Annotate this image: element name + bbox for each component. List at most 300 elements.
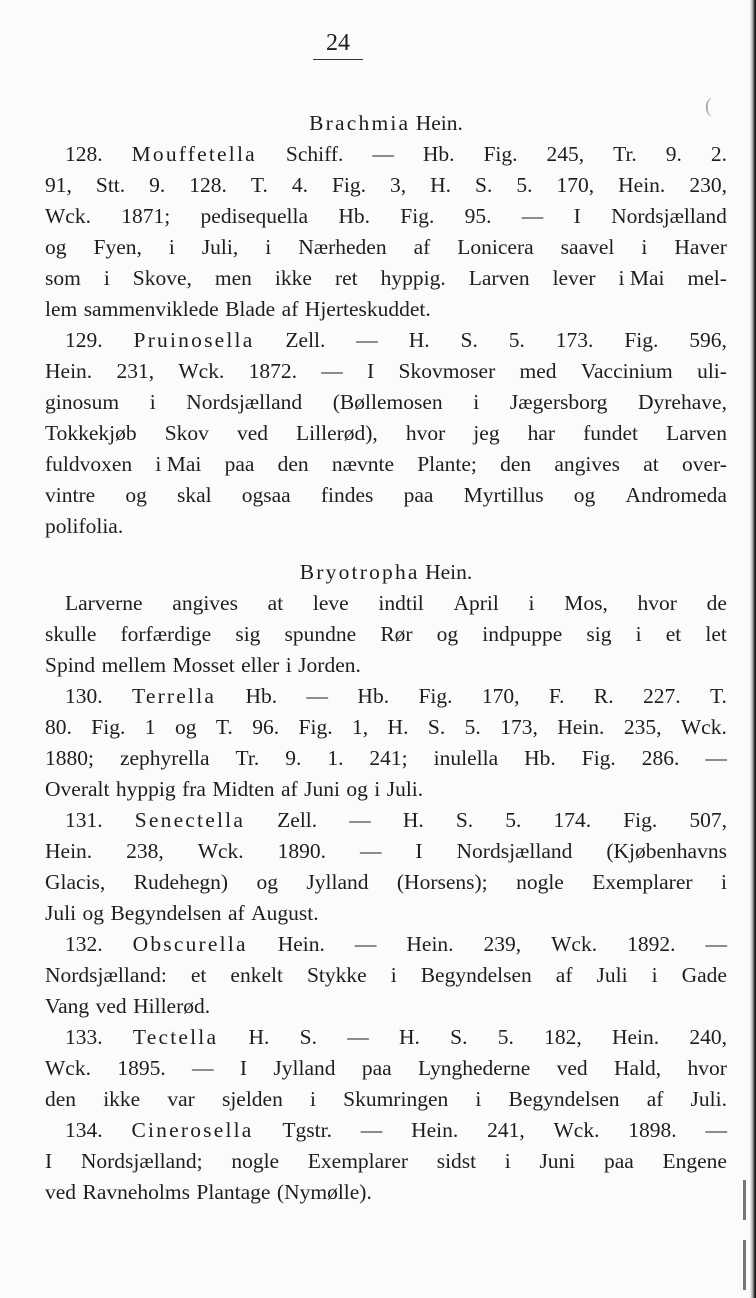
word: hvor	[405, 421, 446, 445]
text-line	[45, 294, 727, 325]
word: vintre	[45, 483, 96, 507]
word: som	[45, 266, 81, 290]
word: af	[555, 963, 573, 987]
word: 129.	[65, 328, 103, 352]
word: 170,	[556, 173, 595, 197]
word: Jylland	[306, 870, 369, 894]
text-line	[45, 1022, 727, 1053]
word: eller	[241, 653, 280, 677]
word: Larven	[666, 421, 727, 445]
word: 1,	[352, 715, 369, 739]
word: let	[705, 622, 727, 646]
word: spundne	[284, 622, 357, 646]
word: ved	[236, 421, 268, 445]
word: Hillerød.	[133, 994, 211, 1018]
word: og	[174, 715, 197, 739]
word: ogsaa	[241, 483, 291, 507]
word: 170,	[481, 684, 520, 708]
word: 3,	[390, 173, 407, 197]
word: den	[277, 452, 309, 476]
word: Wck.	[45, 204, 91, 228]
word: og	[125, 483, 147, 507]
word: 230,	[689, 173, 727, 197]
word: 9.	[285, 746, 302, 770]
text-line	[45, 929, 727, 960]
word: —	[705, 932, 727, 956]
word: ved	[556, 1056, 588, 1080]
word: Hein.	[557, 715, 605, 739]
word: i Mai	[618, 266, 665, 290]
word: sig	[586, 622, 612, 646]
text-line	[45, 1146, 727, 1177]
text-line	[45, 743, 727, 774]
word: i	[528, 591, 535, 615]
word: Brachmia	[309, 111, 411, 135]
word: 239,	[483, 932, 522, 956]
word: 173,	[500, 715, 538, 739]
word: de	[706, 591, 727, 615]
word: 245,	[546, 142, 585, 166]
word: Skumringen	[343, 1087, 449, 1111]
word: Wck.	[553, 1118, 600, 1142]
margin-mark: (	[705, 95, 712, 117]
word: Juli,	[201, 235, 239, 259]
word: Hein.	[277, 932, 325, 956]
word: skal	[176, 483, 212, 507]
word: F.	[548, 684, 565, 708]
text-line	[45, 898, 727, 929]
word: Wck.	[680, 715, 727, 739]
word: 128.	[65, 142, 103, 166]
word: 1892.	[627, 932, 676, 956]
word: ikke	[103, 1087, 141, 1111]
word: at	[267, 591, 284, 615]
text-line	[45, 1115, 727, 1146]
word: paa	[403, 483, 434, 507]
text-line	[45, 542, 727, 557]
word: Cinerosella	[131, 1118, 254, 1142]
word: Juni	[304, 777, 340, 801]
word: hvor	[687, 1056, 727, 1080]
word: S.	[450, 1025, 468, 1049]
word: Jægersborg	[509, 390, 608, 414]
word: inulella	[433, 746, 499, 770]
word: H.	[408, 328, 430, 352]
word: 1.	[327, 746, 344, 770]
word: —	[705, 746, 727, 770]
page-edge	[750, 0, 756, 1298]
word: Vang	[45, 994, 90, 1018]
word: i	[635, 622, 642, 646]
word: T.	[215, 715, 233, 739]
word: 1898.	[628, 1118, 677, 1142]
word: paa	[224, 452, 255, 476]
word: 182,	[544, 1025, 582, 1049]
word: Hb.	[357, 684, 390, 708]
word: i	[310, 1087, 316, 1111]
word: Blade	[225, 297, 276, 321]
word: var	[167, 1087, 195, 1111]
word: fuldvoxen	[45, 452, 133, 476]
word: Exemplarer	[592, 870, 693, 894]
word: ginosum	[45, 390, 120, 414]
word: Obscurella	[132, 932, 248, 956]
word: I	[239, 1056, 248, 1080]
word: nogle	[231, 1149, 280, 1173]
text-line	[45, 867, 727, 898]
word: 1872.	[248, 359, 297, 383]
word: Overalt	[45, 777, 110, 801]
word: Midten	[212, 777, 275, 801]
text-line	[45, 1053, 727, 1084]
edge-mark	[743, 1240, 746, 1290]
word: 131.	[65, 808, 103, 832]
word: i	[265, 235, 272, 259]
word: ved	[95, 994, 127, 1018]
word: 173.	[555, 328, 594, 352]
word: den	[500, 452, 532, 476]
word: Myrtillus	[463, 483, 544, 507]
word: 1	[144, 715, 156, 739]
word: paa	[603, 1149, 634, 1173]
word: ikke	[274, 266, 312, 290]
word: 96.	[252, 715, 280, 739]
word: i	[473, 390, 480, 414]
word: H.	[387, 715, 409, 739]
word: 1895.	[117, 1056, 166, 1080]
word: Terrella	[132, 684, 217, 708]
word: Juli.	[386, 777, 424, 801]
word: Skove,	[132, 266, 192, 290]
word: August.	[251, 901, 319, 925]
word: i	[504, 1149, 511, 1173]
word: —	[321, 359, 343, 383]
word: polifolia.	[45, 514, 124, 538]
word: i	[390, 963, 397, 987]
word: med	[519, 359, 557, 383]
word: mellem	[101, 653, 167, 677]
word: Zell.	[285, 328, 326, 352]
word: Nordsjælland:	[45, 963, 167, 987]
word: —	[705, 1118, 727, 1142]
word: Juli	[45, 901, 77, 925]
word: Skov	[164, 421, 209, 445]
word: Fig.	[400, 204, 435, 228]
word: Tr.	[235, 746, 260, 770]
word: Fyen,	[93, 235, 142, 259]
word: Nordsjælland	[611, 204, 727, 228]
word: Rør	[380, 622, 413, 646]
word: Nordsjælland	[456, 839, 573, 863]
word: og	[82, 901, 105, 925]
word: R.	[593, 684, 614, 708]
text-line	[45, 356, 727, 387]
word: Wck.	[197, 839, 244, 863]
word: zephyrella	[119, 746, 210, 770]
word: 1880;	[45, 746, 94, 770]
word: Haver	[674, 235, 727, 259]
word: Hb.	[422, 142, 455, 166]
word: i	[103, 266, 110, 290]
word: men	[214, 266, 252, 290]
word: Engene	[662, 1149, 727, 1173]
text-line	[45, 418, 727, 449]
word: Tr.	[613, 142, 637, 166]
word: H.	[398, 1025, 420, 1049]
word: Bryotropha	[299, 560, 420, 584]
word: S.	[299, 1025, 317, 1049]
word: nævnte	[331, 452, 394, 476]
word: af	[227, 901, 245, 925]
text-line	[45, 960, 727, 991]
word: Fig.	[331, 173, 367, 197]
text-line	[45, 263, 727, 294]
word: jeg	[473, 421, 500, 445]
text-line	[45, 108, 727, 139]
word: af	[281, 297, 299, 321]
word: Hb.	[245, 684, 278, 708]
word: Wck.	[551, 932, 598, 956]
word: April	[453, 591, 499, 615]
word: den	[45, 1087, 77, 1111]
word: 5.	[505, 808, 522, 832]
edge-mark	[743, 1180, 746, 1220]
word: og	[573, 483, 596, 507]
word: i	[475, 1087, 482, 1111]
word: i	[285, 653, 292, 677]
text-line	[45, 1084, 727, 1115]
word: Jorden.	[298, 653, 361, 677]
word: Hb.	[524, 746, 556, 770]
word: i	[374, 777, 381, 801]
word: Hein.	[411, 1118, 459, 1142]
word: Dyrehave,	[638, 390, 727, 414]
word: saavel	[560, 235, 615, 259]
word: Juni	[539, 1149, 576, 1173]
text-line	[45, 325, 727, 356]
word: Fig.	[581, 746, 616, 770]
word: Juli	[596, 963, 628, 987]
word: forfærdige	[120, 622, 212, 646]
text-line	[45, 619, 727, 650]
word: Hjerteskuddet.	[304, 297, 431, 321]
word: 241,	[487, 1118, 525, 1142]
word: Larverne	[65, 591, 143, 615]
word: uli-	[697, 359, 727, 383]
word: 235,	[623, 715, 662, 739]
word: af	[413, 235, 431, 259]
word: H.	[430, 173, 452, 197]
text-line	[45, 712, 727, 743]
word: Larven	[468, 266, 530, 290]
word: 91,	[45, 173, 72, 197]
text-line	[45, 774, 727, 805]
word: leve	[312, 591, 349, 615]
text-line	[45, 201, 727, 232]
word: nogle	[516, 870, 564, 894]
word: 134.	[65, 1118, 103, 1142]
text-line	[45, 139, 727, 170]
word: Stykke	[306, 963, 367, 987]
word: I	[415, 839, 423, 863]
word: Zell.	[277, 808, 318, 832]
word: 231,	[116, 359, 155, 383]
text-line	[45, 480, 727, 511]
word: —	[354, 932, 377, 956]
text-line	[45, 836, 727, 867]
word: mel-	[687, 266, 727, 290]
word: Nærheden	[298, 235, 387, 259]
word: S.	[475, 173, 493, 197]
word: H.	[248, 1025, 270, 1049]
word: i	[168, 235, 175, 259]
word: sammenviklede	[83, 297, 219, 321]
word: Spind	[45, 653, 96, 677]
text-line	[45, 991, 727, 1022]
word: at	[643, 452, 659, 476]
word: 286.	[641, 746, 680, 770]
word: Lynghederne	[418, 1056, 531, 1080]
word: 9.	[665, 142, 682, 166]
word: Senectella	[134, 808, 246, 832]
word: et	[665, 622, 682, 646]
word: Hein.	[415, 111, 463, 135]
text-line	[45, 681, 727, 712]
word: i	[651, 963, 658, 987]
word: af	[280, 777, 298, 801]
word: lem	[45, 297, 78, 321]
word: i	[720, 870, 727, 894]
text-line	[45, 449, 727, 480]
word: Exemplarer	[307, 1149, 409, 1173]
word: 128.	[189, 173, 227, 197]
word: Pruinosella	[133, 328, 255, 352]
word: Ravneholms	[82, 1180, 190, 1204]
word: Fig.	[624, 328, 659, 352]
word: Schiff.	[285, 142, 344, 166]
word: 5.	[497, 1025, 514, 1049]
word: og	[436, 622, 459, 646]
word: Hald,	[614, 1056, 662, 1080]
word: Begyndelsen	[110, 901, 222, 925]
word: Plante;	[417, 452, 477, 476]
word: ret	[334, 266, 358, 290]
text-line	[45, 1177, 727, 1208]
word: 130.	[65, 684, 103, 708]
word: —	[372, 142, 394, 166]
word: findes	[320, 483, 374, 507]
word: 95.	[464, 204, 492, 228]
word: —	[347, 1025, 369, 1049]
word: Lillerød),	[296, 421, 378, 445]
word: i Mai	[155, 452, 202, 476]
word: 133.	[65, 1025, 103, 1049]
text-line	[45, 387, 727, 418]
word: (Horsens);	[396, 870, 488, 894]
word: og	[346, 777, 368, 801]
word: Rudehegn)	[133, 870, 229, 894]
word: Vaccinium	[580, 359, 673, 383]
word: fra	[182, 777, 206, 801]
word: (Kjøbenhavns	[606, 839, 727, 863]
word: 80.	[45, 715, 72, 739]
word: Lonicera	[457, 235, 534, 259]
word: T.	[250, 173, 268, 197]
word: Fig.	[91, 715, 126, 739]
word: —	[521, 204, 544, 228]
word: i	[149, 390, 156, 414]
word: pedisequella	[200, 204, 309, 228]
word: 1871;	[121, 204, 171, 228]
word: over-	[681, 452, 727, 476]
word: hyppig	[115, 777, 176, 801]
word: Hb.	[338, 204, 370, 228]
word: Gade	[681, 963, 727, 987]
word: et	[190, 963, 207, 987]
word: Begyndelsen	[508, 1087, 620, 1111]
word: indtil	[378, 591, 424, 615]
word: 4.	[291, 173, 308, 197]
word: Mosset	[172, 653, 235, 677]
word: 507,	[689, 808, 727, 832]
word: Hein.	[406, 932, 454, 956]
text-line	[45, 170, 727, 201]
text-line	[45, 232, 727, 263]
body-text	[45, 108, 727, 1208]
word: S.	[455, 808, 474, 832]
word: lever	[552, 266, 596, 290]
word: sjelden	[221, 1087, 283, 1111]
word: hyppig.	[380, 266, 446, 290]
word: Glacis,	[45, 870, 106, 894]
text-line	[45, 511, 727, 542]
word: S.	[460, 328, 478, 352]
word: 132.	[65, 932, 103, 956]
word: Andromeda	[625, 483, 727, 507]
word: Nordsjælland	[186, 390, 303, 414]
word: 5.	[516, 173, 533, 197]
word: 2.	[710, 142, 727, 166]
text-line	[45, 557, 727, 588]
word: 241;	[369, 746, 408, 770]
word: —	[356, 328, 378, 352]
word: H.	[402, 808, 424, 832]
word: Wck.	[45, 1056, 91, 1080]
word: indpuppe	[482, 622, 563, 646]
word: og	[256, 870, 278, 894]
word: ved	[45, 1180, 77, 1204]
word: Juli.	[690, 1087, 727, 1111]
word: —	[192, 1056, 214, 1080]
word: (Nymølle).	[276, 1180, 372, 1204]
word: angives	[554, 452, 621, 476]
word: Hein.	[45, 359, 93, 383]
word: 174.	[553, 808, 592, 832]
word: —	[359, 839, 382, 863]
word: Begyndelsen	[420, 963, 532, 987]
word: Hein.	[425, 560, 473, 584]
word: Hein.	[45, 839, 93, 863]
word: Tectella	[132, 1025, 219, 1049]
word: af	[646, 1087, 664, 1111]
word: Tgstr.	[282, 1118, 332, 1142]
word: sig	[235, 622, 261, 646]
page-number: 24	[313, 30, 363, 60]
text-line	[45, 650, 727, 681]
word: i	[641, 235, 648, 259]
word: Fig.	[418, 684, 453, 708]
word: Skovmoser	[398, 359, 496, 383]
